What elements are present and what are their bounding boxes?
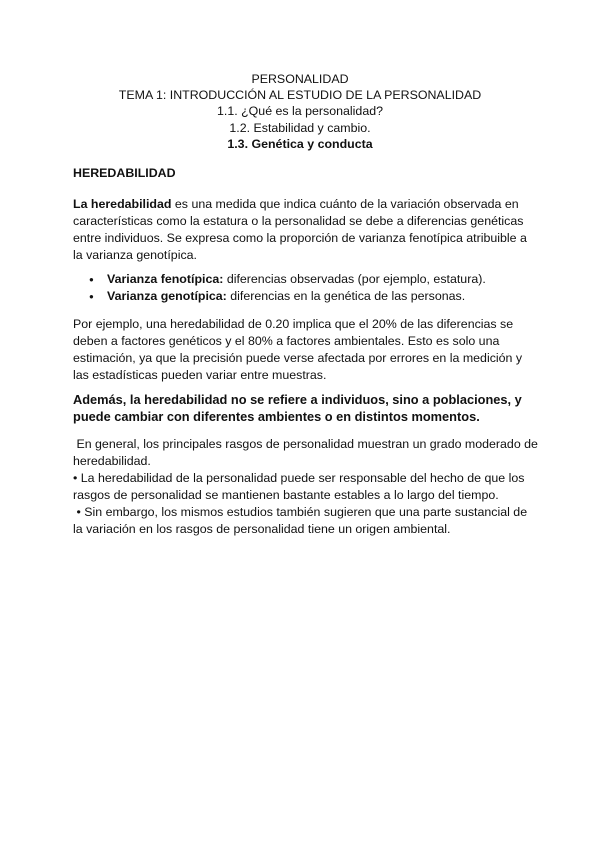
subtopic-1: 1.1. ¿Qué es la personalidad?: [216, 104, 383, 118]
general-line-5: • Sin embargo, los mismos estudios también sugieren que una parte sustancial de: [73, 505, 528, 519]
subtopic-2: 1.2. Estabilidad y cambio.: [229, 121, 371, 135]
course-title: PERSONALIDAD: [251, 72, 349, 86]
intro-line-2: características como la estatura o la personalidad se debe a diferencias genéticas: [73, 214, 524, 228]
list-item: [73, 288, 533, 305]
emphasis-line-1: Además, la heredabilidad no se refiere a individuos, sino a poblaciones, y: [73, 392, 522, 407]
general-line-6: la variación en los rasgos de personalidad tiene un origen ambiental.: [73, 522, 451, 536]
general-line-2: heredabilidad.: [73, 454, 151, 468]
intro-line-3: entre individuos. Se expresa como la proporción de varianza fenotípica atribuible a: [73, 231, 527, 245]
example-line-2: deben a factores genéticos y el 80% a factores ambientales. Esto es solo una: [73, 334, 500, 348]
intro-line-1: [73, 196, 533, 213]
list-item: [73, 271, 533, 288]
bullet-text: diferencias en la genética de las personas.: [226, 289, 466, 303]
general-line-1: En general, los principales rasgos de personalidad muestran un grado moderado de: [73, 437, 538, 451]
topic-title: TEMA 1: INTRODUCCIÓN AL ESTUDIO DE LA PERSONALIDAD: [118, 88, 482, 102]
intro-line-1-rest: es una medida que indica cuánto de la variación observada en: [171, 197, 519, 211]
bullet-text: diferencias observadas (por ejemplo, estatura).: [223, 272, 486, 286]
example-line-4: las estadísticas pueden variar entre muestras.: [73, 368, 327, 382]
example-line-1: Por ejemplo, una heredabilidad de 0.20 implica que el 20% de las diferencias se: [73, 317, 514, 331]
general-line-4: rasgos de personalidad se mantienen bastante estables a lo largo del tiempo.: [73, 488, 499, 502]
emphasis-line-2: puede cambiar con diferentes ambientes o en distintos momentos.: [73, 409, 480, 424]
section-heading: HEREDABILIDAD: [73, 166, 176, 180]
intro-line-4: la varianza genotípica.: [73, 248, 197, 262]
bullet-term: Varianza genotípica:: [107, 289, 227, 303]
example-line-3: estimación, ya que la precisión puede verse afectada por errores en la medición y: [73, 351, 523, 365]
general-paragraph: [73, 436, 538, 538]
example-paragraph: [73, 316, 533, 384]
emphasis-paragraph: [73, 391, 533, 425]
intro-paragraph: [73, 196, 533, 264]
variance-list: [73, 271, 533, 305]
intro-bold-term: La heredabilidad: [73, 197, 172, 211]
general-line-3: • La heredabilidad de la personalidad puede ser responsable del hecho de que los: [73, 471, 525, 485]
bullet-term: Varianza fenotípica:: [107, 272, 224, 286]
subtopic-3: 1.3. Genética y conducta: [227, 137, 373, 151]
